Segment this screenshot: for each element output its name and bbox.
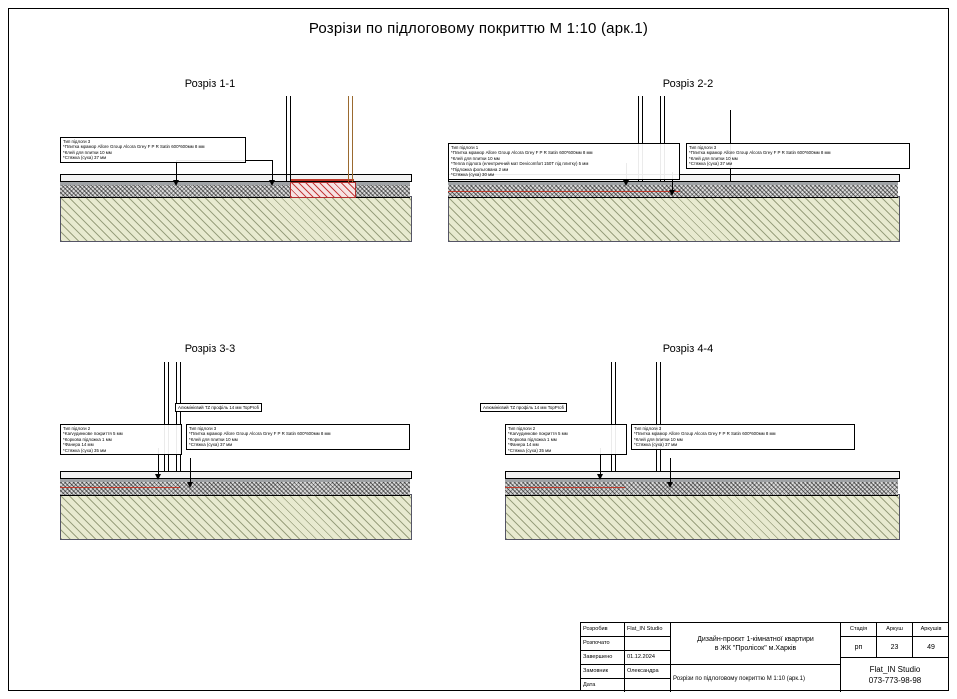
wall-line [290,96,291,182]
leader-arrow [597,474,603,480]
spec-note-line: *Фанера 14 мм [63,442,94,448]
page-title: Розрізи по підлоговому покриттю М 1:10 (арк.1) [308,20,649,37]
spec-note-header: Тип підлоги 3 [189,425,217,431]
stamp-value-started [625,637,671,651]
spec-note-line: *Стяжка (суха) 35 мм [63,447,107,453]
stamp-col-value-sheet: 23 [877,637,913,658]
spec-note-line: *Коркова підложка 1 мм [508,436,557,442]
leader-line [190,458,191,484]
stamp-label-date: Дата [581,679,625,692]
leader-arrow [667,482,673,488]
spec-note-header: Тип підлоги 3 [634,425,662,431]
leader-line [670,458,671,484]
spec-note-line: *Стяжка (суха) 35 мм [508,447,552,453]
spec-note [631,424,855,450]
stamp-value-finished: 01.12.2024 [625,651,671,665]
spec-note [60,137,246,163]
tile-layer [60,174,412,182]
spec-note-header: Тип підлоги 2 [508,425,536,431]
title-block [580,622,949,691]
leader-line [272,160,273,182]
red-strip [290,179,354,181]
section-1-1-title: Розріз 1-1 [184,78,236,90]
stamp-value-date [625,679,671,692]
wall-line [180,362,181,472]
red-hatch-block [290,182,356,198]
stamp-label-finished: Завершено [581,651,625,665]
spec-note-line: *Karvyдинкове покриття 5 мм [508,431,568,437]
spec-note-header: Тип підлоги 3 [689,144,717,150]
ground-hatch [60,196,412,242]
stamp-studio-phone: 073-773-98-98 [868,676,922,685]
spec-note-header: Тип підлоги 1 [451,144,479,150]
spec-note-line: *Клей для плитки 10 мм [189,436,238,442]
spec-note-line: *Клей для плитки 10 мм [689,155,738,161]
spec-note-line: *Клей для плитки 10 мм [634,436,683,442]
spec-note-line: *Фанера 14 мм [508,442,539,448]
ground-hatch [505,494,900,540]
red-strip [60,487,180,488]
profile-label: Алюмінієвий TZ профіль 14 мм TopProfi [480,403,567,412]
spec-note-line: *Плитка мрамор Allore Group Alcora Grey F P R Satin 600*600мм 8 мм [451,150,593,156]
spec-note [505,424,627,455]
ground-hatch [60,494,412,540]
section-4-4-title: Розріз 4-4 [662,343,714,355]
spec-note-line: *Плитка мрамор Allore Group Alcora Grey F P R Satin 600*600мм 8 мм [63,144,205,150]
stamp-value-developer: Flat_IN Studio [625,623,671,637]
stamp-studio-name: Flat_IN Studio [869,665,921,674]
red-strip [505,487,625,488]
stamp-label-developer: Розробив [581,623,625,637]
leader-line [176,160,177,182]
wall-line [286,96,287,182]
spec-note [448,143,680,180]
stamp-studio [841,658,949,692]
spec-note-line: *Коркова підложка 1 мм [63,436,112,442]
stamp-col-header-sheets: Аркушів [913,623,949,637]
spec-note-header: Тип підлоги 3 [63,138,91,144]
spec-note-line: *Karvyдинкове покриття 5 мм [63,431,123,437]
stamp-col-value-sheets: 49 [913,637,949,658]
spec-note-line: *Стяжка (суха) 37 мм [189,442,233,448]
wall-line [164,362,165,472]
spec-note-line: *Плитка мрамор Allore Group Alcora Grey F P R Satin 600*600мм 8 мм [189,431,331,437]
leader-arrow [155,474,161,480]
spec-note-line: *Стяжка (суха) 37 мм [63,155,107,161]
door-line [348,96,349,182]
spec-note [186,424,410,450]
stamp-label-client: Замовник [581,665,625,679]
stamp-label-started: Розпочато [581,637,625,651]
stamp-project-title-line1: Дизайн-проєкт 1-кімнатної квартири [697,635,814,643]
leader-arrow [623,180,629,186]
wall-line [660,362,661,472]
spec-note [686,143,910,169]
ground-hatch [448,196,900,242]
profile-label: Алюмінієвий TZ профіль 14 мм TopProfi [175,403,262,412]
stamp-col-header-sheet: Аркуш [877,623,913,637]
screed-layer [505,481,898,496]
leader-arrow [187,482,193,488]
spec-note-header: Тип підлоги 2 [63,425,91,431]
stamp-value-client: Олександра [625,665,671,679]
door-line [352,96,353,182]
screed-layer [60,184,410,198]
section-3-3-title: Розріз 3-3 [184,343,236,355]
stamp-project-title [671,623,841,665]
wall-line [168,362,169,472]
wall-line [656,362,657,472]
spec-note-line: *Стяжка (суха) 37 мм [634,442,678,448]
stamp-project-title-line2: в ЖК "Пролісок" м.Харків [714,644,797,652]
screed-layer [60,481,410,496]
spec-note-line: *Підложка фольгована 2 мм [451,166,509,172]
stamp-col-header-stage: Стадія [841,623,877,637]
spec-note [60,424,182,455]
spec-note-line: *Стяжка (суха) 37 мм [689,161,733,167]
spec-note-line: *Плитка мрамор Allore Group Alcora Grey F P R Satin 600*600мм 8 мм [689,150,831,156]
wall-line [611,362,612,472]
tile-layer [60,471,412,479]
spec-note-line: *Клей для плитки 10 мм [63,149,112,155]
spec-note-line: *Тепла підлога (електричний мат Devicomfort 150Т під плитку) 5 мм [451,161,589,167]
leader-arrow [669,190,675,196]
spec-note-line: *Стяжка (суха) 30 мм [451,172,495,178]
red-strip [448,191,680,192]
spec-note-line: *Плитка мрамор Allore Group Alcora Grey F P R Satin 600*600мм 8 мм [634,431,776,437]
leader-arrow [173,180,179,186]
spec-note-line: *Клей для плитки 10 мм [451,155,500,161]
wall-line [176,362,177,472]
wall-line [615,362,616,472]
section-2-2-title: Розріз 2-2 [662,78,714,90]
stamp-drawing-title: Розрізи по підлоговому покриттю М 1:10 (арк.1) [671,665,841,692]
tile-layer [505,471,900,479]
leader-arrow [269,180,275,186]
stamp-col-value-stage: рп [841,637,877,658]
